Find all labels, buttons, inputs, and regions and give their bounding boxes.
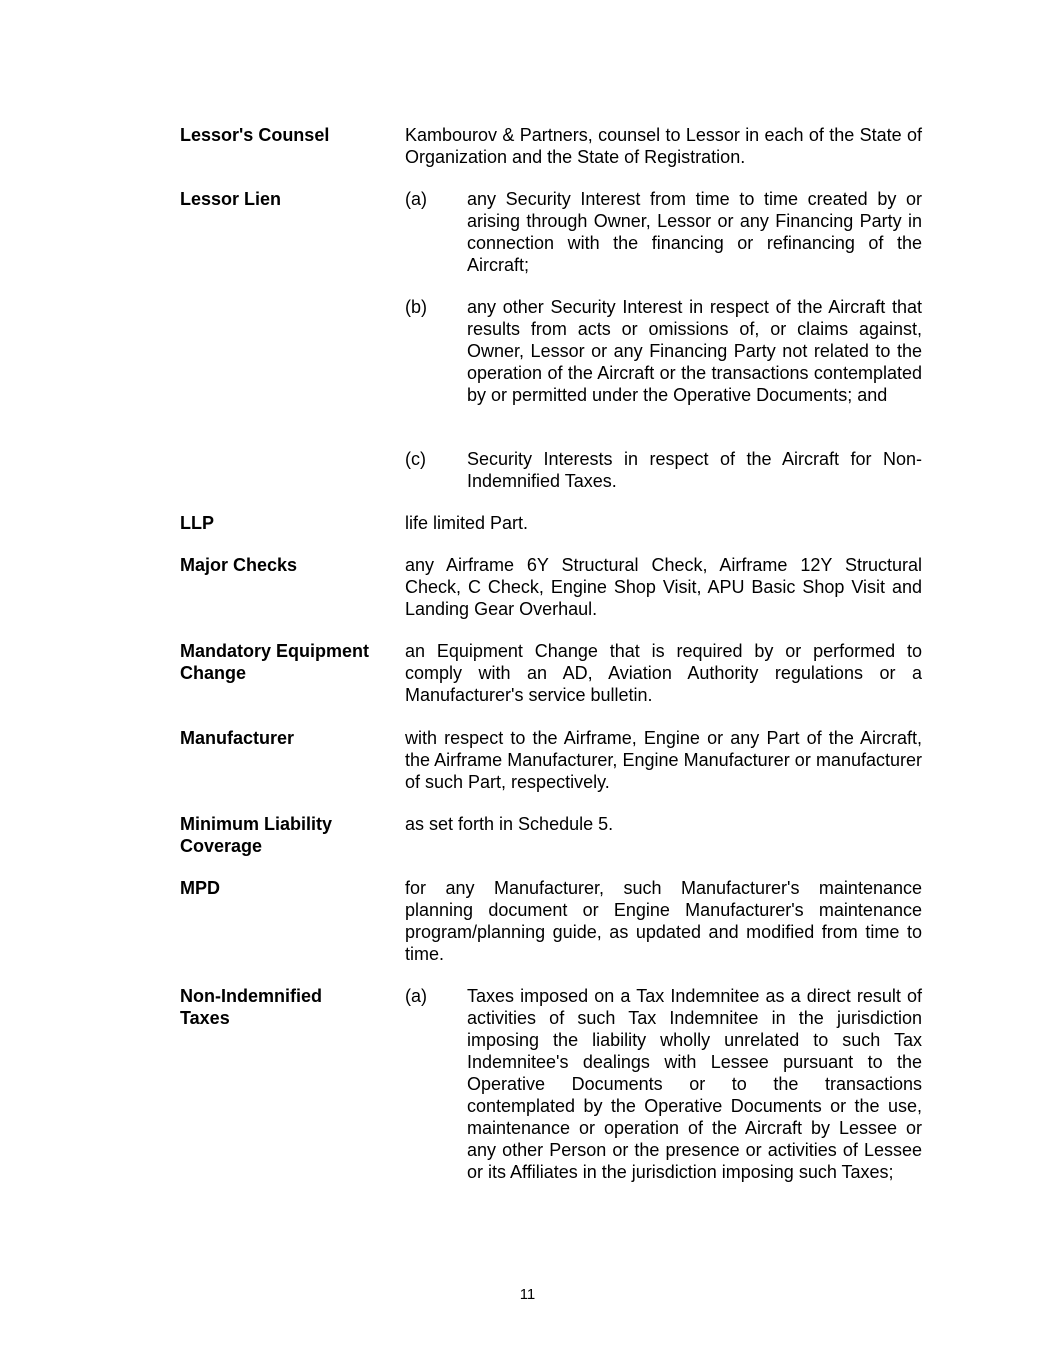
definition-text: any Airframe 6Y Structural Check, Airframe 12Y Structural Check, C Check, Engine Shop Visit, APU Basic Shop Visit and Landing Gear Overhaul. <box>405 555 922 619</box>
definition-text: an Equipment Change that is required by or performed to comply with an AD, Aviation Authority regulations or a Manufacturer's service bulletin. <box>405 641 922 705</box>
definition-text: with respect to the Airframe, Engine or any Part of the Aircraft, the Airframe Manufacturer, Engine Manufacturer or manufacturer of such Part, respectively. <box>405 728 922 792</box>
term-label: Mandatory Equipment Change <box>180 641 370 683</box>
item-label: (c) <box>405 449 426 469</box>
term-label: Major Checks <box>180 555 298 575</box>
definition-text: for any Manufacturer, such Manufacturer's maintenance planning document or Engine Manufacturer's maintenance program/planning guide, as updated and modified from time to time. <box>405 878 922 964</box>
term-label: Manufacturer <box>180 728 295 748</box>
item-text: Taxes imposed on a Tax Indemnitee as a direct result of activities of such Tax Indemnitee in the jurisdiction imposing the liability wholly unrelated to such Tax Indemnitee's dealings with Lessee pursuant to the Operative Documents or to the transactions contemplated by the Operative Documents or the use, maintenance or operation of the Aircraft by Lessee or any other Person or the presence or activities of Lessee or its Affiliates in the jurisdiction imposing such Taxes; <box>467 986 922 1182</box>
definition-text: Kambourov & Partners, counsel to Lessor in each of the State of Organization and the State of Registration. <box>405 125 922 167</box>
item-text: any other Security Interest in respect of the Aircraft that results from acts or omissions of, or claims against, Owner, Lessor or any Financing Party not related to the operation of the Aircraft or the transactions contemplated by or permitted under the Operative Documents; and <box>467 297 922 405</box>
item-text: any Security Interest from time to time created by or arising through Owner, Lessor or any Financing Party in connection with the financing or refinancing of the Aircraft; <box>467 189 922 275</box>
item-label: (b) <box>405 297 427 317</box>
definition-text: as set forth in Schedule 5. <box>405 814 614 834</box>
term-label: Minimum Liability Coverage <box>180 814 333 856</box>
term-label: Lessor's Counsel <box>180 125 330 145</box>
term-label: Non-Indemnified Taxes <box>180 986 322 1028</box>
item-text: Security Interests in respect of the Aircraft for Non-Indemnified Taxes. <box>467 449 922 491</box>
term-label: Lessor Lien <box>180 189 282 209</box>
item-label: (a) <box>405 986 427 1006</box>
term-label: MPD <box>180 878 220 898</box>
page-number: 11 <box>519 1286 536 1303</box>
item-label: (a) <box>405 189 427 209</box>
definition-text: life limited Part. <box>405 513 529 533</box>
term-label: LLP <box>180 513 214 533</box>
